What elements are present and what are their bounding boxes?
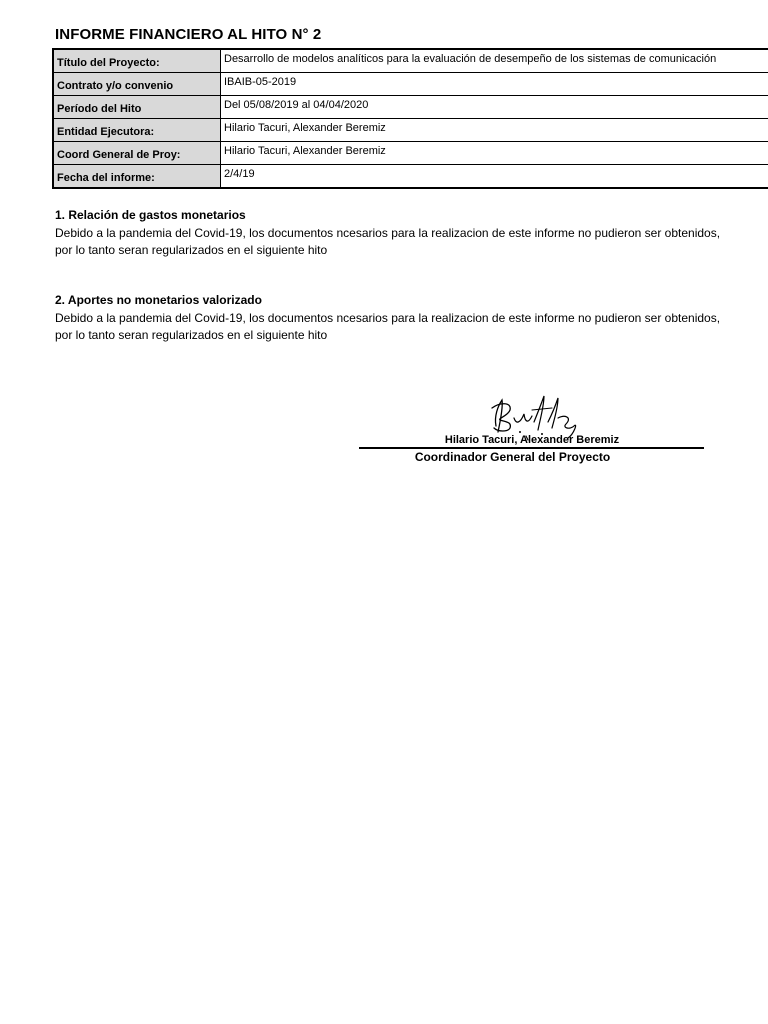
signer-role: Coordinador General del Proyecto (414, 450, 611, 464)
section-body-monetary (55, 225, 768, 259)
section-body-line: Debido a la pandemia del Covid-19, los documentos ncesarios para la realizacion de este informe no pudieron ser obtenidos, (55, 311, 721, 325)
row-value-contract: IBAIB-05-2019 (221, 73, 768, 96)
project-info-table (52, 48, 768, 189)
row-value-coordinator: Hilario Tacuri, Alexander Beremiz (221, 142, 768, 165)
section-heading-monetary: 1. Relación de gastos monetarios (55, 208, 246, 222)
section-body-line: por lo tanto seran regularizados en el siguiente hito (55, 243, 328, 257)
row-label-contract: Contrato y/o convenio (53, 73, 221, 96)
row-label-entity: Entidad Ejecutora: (53, 119, 221, 142)
document-title: INFORME FINANCIERO AL HITO N° 2 (55, 26, 322, 43)
table-row (53, 96, 768, 119)
table-row (53, 49, 768, 73)
table-row (53, 142, 768, 165)
table-row (53, 73, 768, 96)
signature-line (359, 447, 704, 449)
row-value-period: Del 05/08/2019 al 04/04/2020 (221, 96, 768, 119)
section-body-line: Debido a la pandemia del Covid-19, los documentos ncesarios para la realizacion de este informe no pudieron ser obtenidos, (55, 226, 721, 240)
table-row (53, 165, 768, 189)
row-label-period: Período del Hito (53, 96, 221, 119)
row-label-coordinator: Coord General de Proy: (53, 142, 221, 165)
section-heading-non-monetary: 2. Aportes no monetarios valorizado (55, 293, 262, 307)
row-label-project-title: Título del Proyecto: (53, 49, 221, 73)
signer-name: Hilario Tacuri, Alexander Beremiz (444, 434, 620, 446)
row-label-report-date: Fecha del informe: (53, 165, 221, 189)
row-value-report-date: 2/4/19 (221, 165, 768, 189)
row-value-project-title: Desarrollo de modelos analíticos para la evaluación de desempeño de los sistemas de comunicación (221, 49, 768, 73)
row-value-entity: Hilario Tacuri, Alexander Beremiz (221, 119, 768, 142)
section-body-line: por lo tanto seran regularizados en el siguiente hito (55, 328, 328, 342)
section-body-non-monetary (55, 310, 768, 344)
table-row (53, 119, 768, 142)
